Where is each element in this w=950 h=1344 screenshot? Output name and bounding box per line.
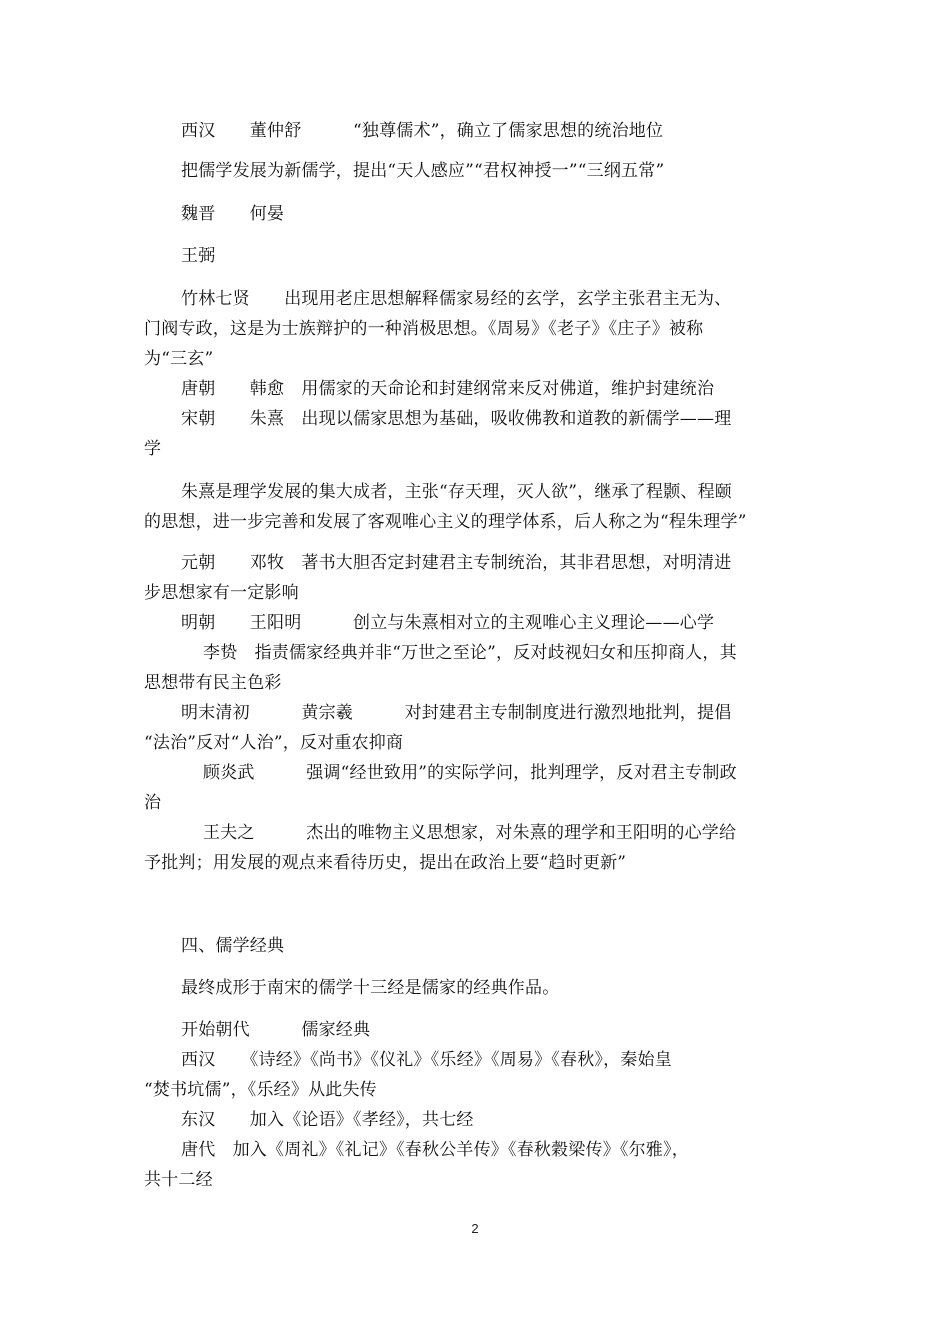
text-line: 思想带有民主色彩 bbox=[144, 673, 282, 693]
text-line: 竹林七贤 出现用老庄思想解释儒家易经的玄学，玄学主张君主无为、 bbox=[181, 289, 732, 309]
text-line: 的思想，进一步完善和发展了客观唯心主义的理学体系，后人称之为“程朱理学” bbox=[144, 512, 747, 532]
text-line: 西汉 董仲舒 “独尊儒术”，确立了儒家思想的统治地位 bbox=[181, 121, 664, 141]
text-line: 东汉 加入《论语》《孝经》，共七经 bbox=[181, 1110, 474, 1130]
section-heading: 四、儒学经典 bbox=[181, 936, 285, 956]
table-header: 开始朝代 儒家经典 bbox=[181, 1020, 371, 1040]
text-line: 为“三玄” bbox=[144, 349, 214, 369]
text-line: 王夫之 杰出的唯物主义思想家，对朱熹的理学和王阳明的心学给 bbox=[203, 823, 737, 843]
text-line: 共十二经 bbox=[144, 1170, 213, 1190]
text-line: “法治”反对“人治”，反对重农抑商 bbox=[144, 733, 404, 753]
text-line: 元朝 邓牧 著书大胆否定封建君主专制统治，其非君思想，对明清进 bbox=[181, 553, 732, 573]
text-line: 朱熹是理学发展的集大成者，主张“存天理，灭人欲”，继承了程颢、程颐 bbox=[181, 482, 732, 502]
text-line: 魏晋 何晏 bbox=[181, 204, 285, 224]
text-line: 门阀专政，这是为士族辩护的一种消极思想。《周易》《老子》《庄子》被称 bbox=[144, 319, 704, 339]
text-line: 唐代 加入《周礼》《礼记》《春秋公羊传》《春秋穀梁传》《尔雅》， bbox=[181, 1140, 689, 1160]
text-line: 顾炎武 强调“经世致用”的实际学问，批判理学，反对君主专制政 bbox=[203, 763, 737, 783]
text-line: 予批判；用发展的观点来看待历史，提出在政治上要“趋时更新” bbox=[144, 853, 627, 873]
text-line: 明朝 王阳明 创立与朱熹相对立的主观唯心主义理论——心学 bbox=[181, 613, 715, 633]
text-line: 把儒学发展为新儒学，提出“天人感应”“君权神授一”“三纲五常” bbox=[181, 161, 665, 181]
text-line: 最终成形于南宋的儒学十三经是儒家的经典作品。 bbox=[181, 978, 560, 998]
text-line: 治 bbox=[144, 793, 162, 813]
text-line: 西汉 《诗经》《尚书》《仪礼》《乐经》《周易》《春秋》，秦始皇 bbox=[181, 1050, 672, 1070]
text-line: 学 bbox=[144, 439, 162, 459]
text-line: 李贽 指责儒家经典并非“万世之至论”，反对歧视妇女和压抑商人，其 bbox=[203, 643, 737, 663]
text-line: “焚书坑儒”，《乐经》从此失传 bbox=[144, 1080, 377, 1100]
text-line: 王弼 bbox=[181, 246, 216, 266]
text-line: 宋朝 朱熹 出现以儒家思想为基础，吸收佛教和道教的新儒学——理 bbox=[181, 409, 732, 429]
text-line: 唐朝 韩愈 用儒家的天命论和封建纲常来反对佛道，维护封建统治 bbox=[181, 379, 715, 399]
text-line: 步思想家有一定影响 bbox=[144, 583, 299, 603]
text-line: 明末清初 黄宗羲 对封建君主专制制度进行激烈地批判，提倡 bbox=[181, 703, 732, 723]
page-number: 2 bbox=[471, 1221, 479, 1236]
